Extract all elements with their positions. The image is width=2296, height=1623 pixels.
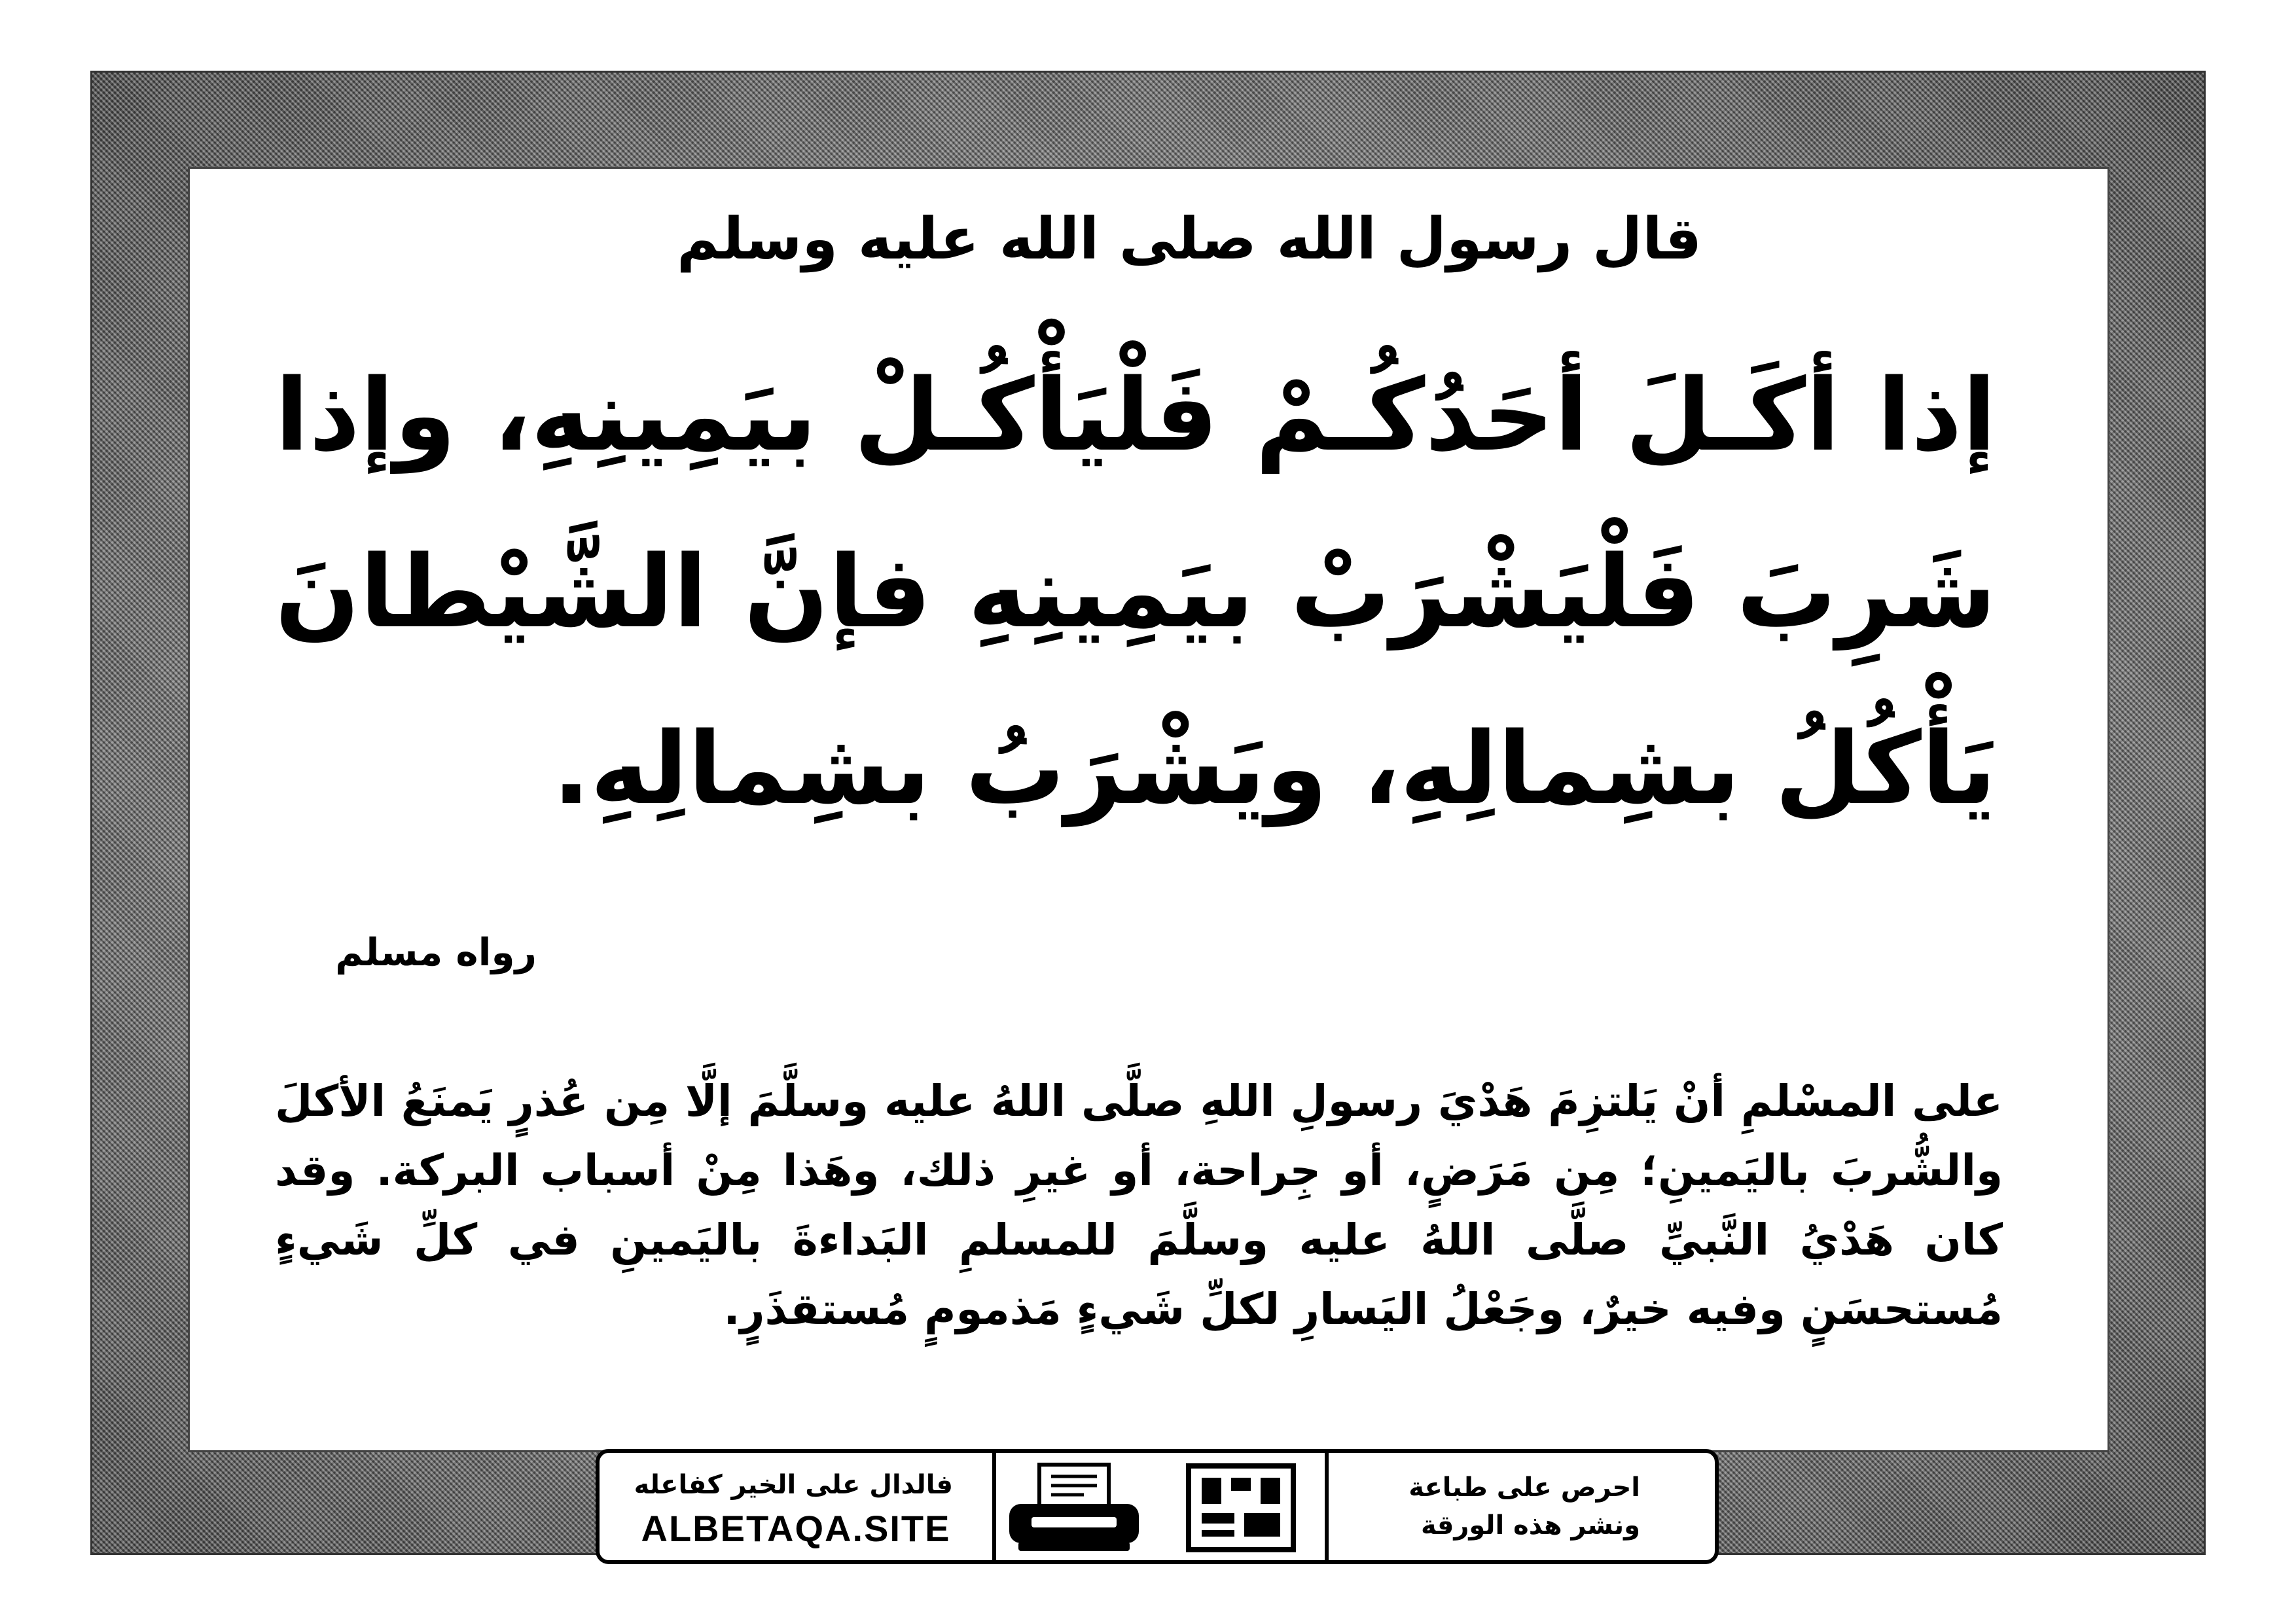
footer-print-line2: ونشر هذه الورقة: [1420, 1510, 1640, 1541]
footer-divider: [992, 1453, 996, 1560]
commentary-text: على المسْلمِ أنْ يَلتزِمَ هَدْيَ رسولِ اللهِ صلَّى اللهُ عليه وسلَّمَ إلَّا مِن عُذرٍ يَمنَعُ الأكلَ والشُّربَ باليَمينِ؛ مِن مَرَضٍ، أو جِراحة، أو غيرِ ذلك، وهَذا مِنْ أسباب البركة. وقد كان هَدْيُ النَّبيِّ صلَّى اللهُ عليه وسلَّمَ للمسلمِ البَداءةَ باليَمينِ في كلِّ شَيءٍ مُستحسَنٍ وفيه خيرٌ، وجَعْلُ اليَسارِ لكلِّ شَيءٍ مَذمومٍ مُستقذَرٍ.: [275, 1076, 2003, 1334]
hadith-text: إذا أكَـلَ أحَدُكُـمْ فَلْيَأْكُـلْ بيَمِينِهِ، وإذا شَرِبَ فَلْيَشْرَبْ بيَمِينِهِ فإنَّ الشَّيْطانَ يَأْكُلُ بشِمالِهِ، ويَشْرَبُ بشِمالِهِ.: [275, 357, 1996, 827]
footer-print-line1: احرص على طباعة: [1408, 1472, 1640, 1503]
hadith-source: رواه مسلم: [335, 930, 537, 974]
hadith-intro: قال رسول الله صلى الله عليه وسلم: [676, 205, 1702, 272]
footer-print-box: [1339, 1463, 1699, 1550]
logo-icon: [1175, 1462, 1306, 1554]
footer-bar: [596, 1449, 1719, 1564]
footer-motto: فالدال على الخير كفاعله: [634, 1470, 953, 1500]
website-link[interactable]: ALBETAQA.SITE: [641, 1508, 951, 1549]
footer-divider: [1325, 1453, 1329, 1560]
footer-website-box: [613, 1463, 979, 1550]
printer-icon: [1005, 1462, 1143, 1554]
